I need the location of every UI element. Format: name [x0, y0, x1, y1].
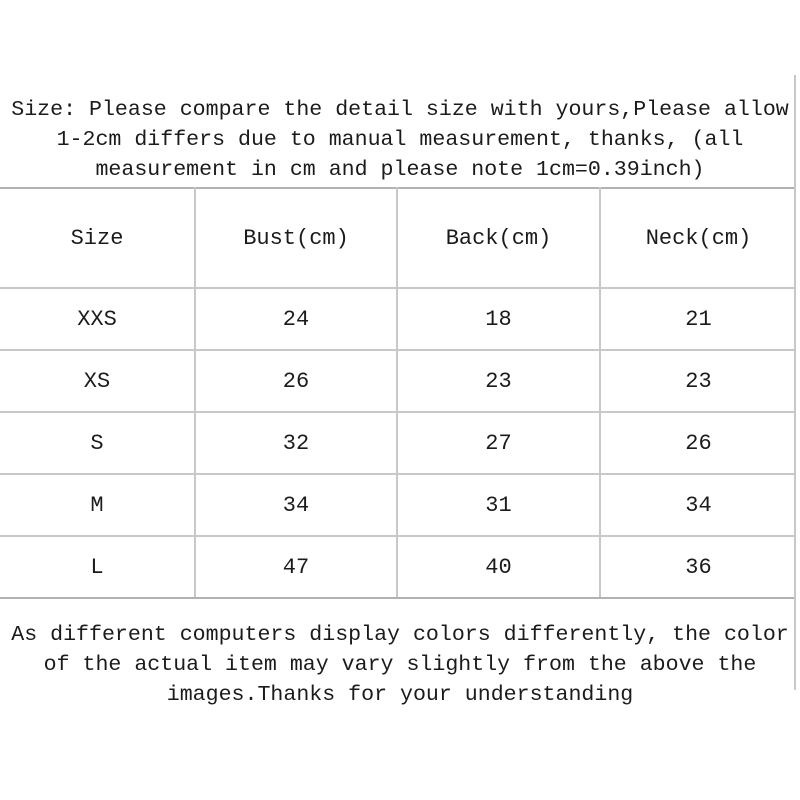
neck-value-cell: 21	[600, 288, 796, 350]
bust-value-cell: 47	[195, 536, 397, 598]
top-note-line-3: measurement in cm and please note 1cm=0.39inch)	[95, 158, 705, 182]
size-label-cell: S	[0, 412, 195, 474]
size-table-header-row	[0, 188, 796, 288]
neck-value-cell: 34	[600, 474, 796, 536]
size-row-xxs	[0, 288, 796, 350]
size-row-s	[0, 412, 796, 474]
bottom-note-line-3: images.Thanks for your understanding	[166, 683, 634, 707]
neck-value-cell: 26	[600, 412, 796, 474]
col-header-back: Back(cm)	[397, 188, 600, 288]
back-value-cell: 40	[397, 536, 600, 598]
size-label-cell: M	[0, 474, 195, 536]
top-note-line-2: 1-2cm differs due to manual measurement, thanks, (all	[56, 128, 744, 152]
bust-value-cell: 34	[195, 474, 397, 536]
size-table	[0, 187, 796, 599]
sheet-right-border-divider	[794, 75, 796, 690]
size-row-m	[0, 474, 796, 536]
top-note-line-1: Size: Please compare the detail size with yours,Please allow	[11, 98, 789, 122]
col-header-neck: Neck(cm)	[600, 188, 796, 288]
size-row-xs	[0, 350, 796, 412]
bottom-note	[0, 620, 800, 710]
neck-value-cell: 36	[600, 536, 796, 598]
size-row-l	[0, 536, 796, 598]
back-value-cell: 18	[397, 288, 600, 350]
back-value-cell: 31	[397, 474, 600, 536]
col-header-bust: Bust(cm)	[195, 188, 397, 288]
bottom-note-line-2: of the actual item may vary slightly from the above the	[43, 653, 757, 677]
top-note	[0, 95, 800, 185]
bust-value-cell: 24	[195, 288, 397, 350]
back-value-cell: 27	[397, 412, 600, 474]
back-value-cell: 23	[397, 350, 600, 412]
size-label-cell: L	[0, 536, 195, 598]
size-label-cell: XXS	[0, 288, 195, 350]
neck-value-cell: 23	[600, 350, 796, 412]
bottom-note-line-1: As different computers display colors differently, the color	[11, 623, 789, 647]
col-header-size: Size	[0, 188, 195, 288]
bust-value-cell: 32	[195, 412, 397, 474]
bust-value-cell: 26	[195, 350, 397, 412]
size-label-cell: XS	[0, 350, 195, 412]
